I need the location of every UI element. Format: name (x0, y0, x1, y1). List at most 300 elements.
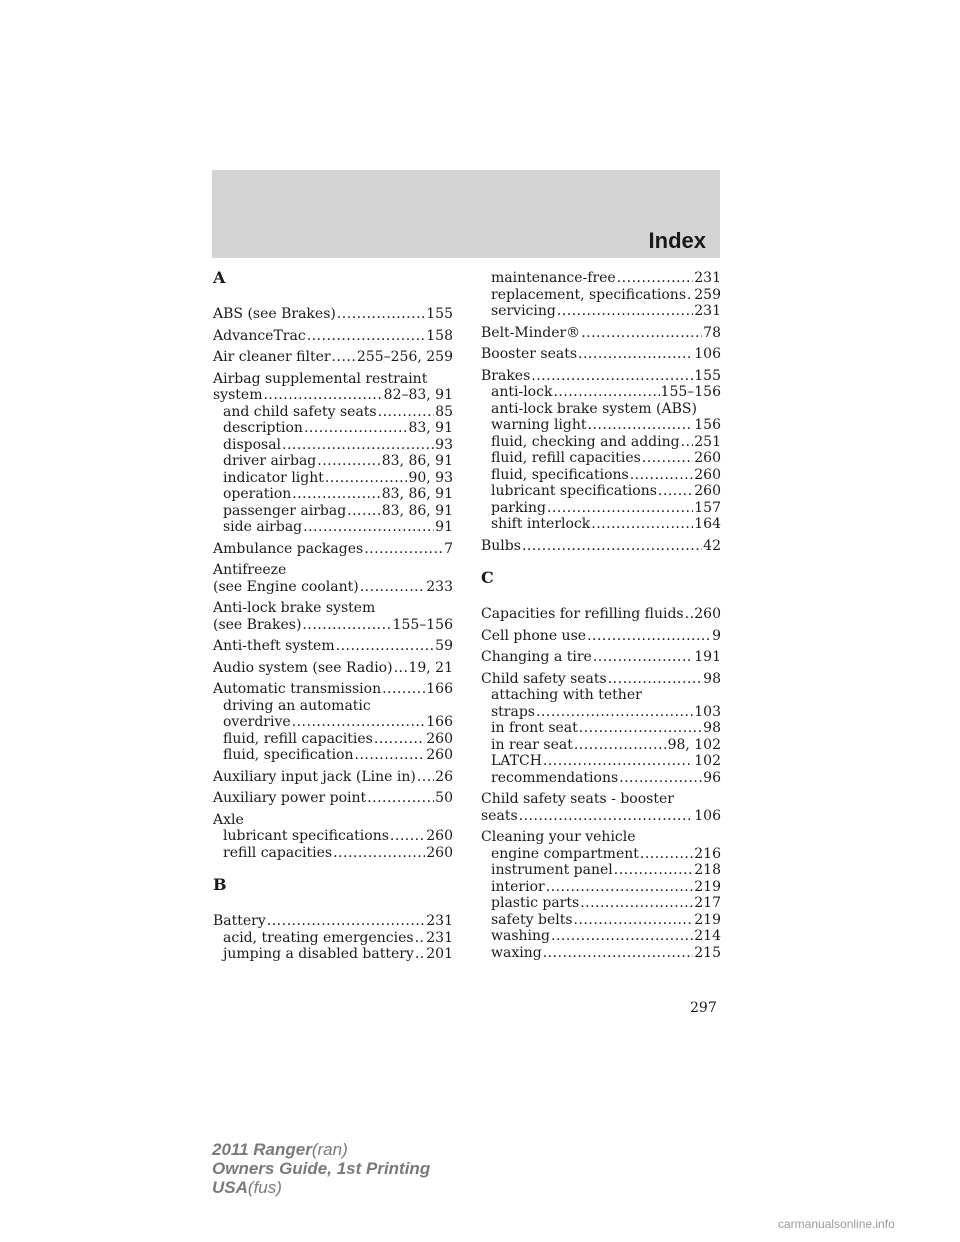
entry-text: Child safety seats (481, 670, 607, 687)
entry-page-ref: 83, 86, 91 (381, 502, 453, 519)
dot-leader (588, 417, 694, 434)
dot-leader (551, 928, 693, 945)
entry-text: shift interlock (491, 516, 591, 532)
dot-leader (302, 617, 391, 634)
entry-page-ref: 217 (694, 895, 721, 911)
index-subentry-line (213, 828, 453, 845)
entry-page-ref: 260 (694, 483, 721, 499)
dot-leader (394, 660, 408, 677)
index-entry (481, 671, 721, 787)
index-subentry-line (481, 434, 721, 451)
dot-leader (578, 346, 693, 363)
entry-text: Child safety seats - booster (481, 791, 674, 807)
entry-text: (see Brakes) (213, 616, 302, 633)
dot-leader (681, 434, 694, 451)
index-subentry-line (481, 270, 721, 287)
index-entry (213, 349, 453, 366)
entry-text: servicing (491, 303, 556, 319)
page-title: Index (648, 228, 706, 253)
entry-page-ref: 96 (703, 769, 721, 786)
footer-line-2 (212, 1159, 430, 1178)
dot-leader (417, 769, 434, 786)
entry-page-ref: 155–156 (660, 384, 721, 400)
index-entry-line (213, 562, 453, 579)
entry-text: fluid, refill capacities (491, 450, 641, 466)
entry-text: disposal (223, 436, 282, 453)
dot-leader (522, 538, 702, 555)
entry-page-ref: 260 (694, 606, 721, 622)
dot-leader (304, 420, 408, 437)
entry-text: Bulbs (481, 537, 521, 554)
index-subentry-line (481, 287, 721, 304)
index-subentry-line (481, 417, 721, 434)
dot-leader (347, 503, 381, 520)
dot-leader (519, 808, 694, 825)
entry-page-ref: 166 (426, 714, 453, 730)
entry-page-ref: 164 (694, 516, 721, 532)
entry-text: replacement, specifications (491, 286, 687, 303)
index-subentry-line (481, 770, 721, 787)
footer-guide: Owners Guide, 1st Printing (212, 1159, 431, 1178)
entry-page-ref: 98 (703, 670, 721, 687)
entry-text: Auxiliary power point (213, 790, 367, 806)
entry-text: lubricant specifications (223, 828, 389, 844)
dot-leader (587, 628, 711, 645)
entry-page-ref: 156 (694, 417, 721, 433)
entry-page-ref: 7 (444, 540, 453, 557)
entry-page-ref: 83, 86, 91 (381, 486, 453, 502)
entry-page-ref: 155 (694, 367, 721, 384)
dot-leader (336, 638, 435, 655)
entry-text: operation (223, 486, 292, 502)
index-subentry-line (213, 453, 453, 470)
index-entry-line (481, 628, 721, 645)
entry-page-ref: 26 (435, 768, 453, 785)
entry-text: lubricant specifications (491, 483, 657, 499)
entry-page-ref: 83, 91 (408, 420, 453, 436)
entry-text: driving an automatic (223, 697, 371, 714)
entry-page-ref: 166 (426, 681, 453, 697)
index-entry-line (213, 769, 453, 786)
footer-line-1 (212, 1140, 430, 1159)
entry-text: in rear seat (491, 736, 573, 753)
index-subentry-line (213, 930, 453, 947)
index-entry-line (481, 829, 721, 846)
index-subentry-line (481, 467, 721, 484)
index-subentry-line (213, 470, 453, 487)
entry-page-ref: 82–83, 91 (383, 387, 453, 403)
entry-text: ABS (see Brakes) (213, 306, 336, 322)
index-subentry-line (213, 420, 453, 437)
index-subentry-line (481, 912, 721, 929)
entry-page-ref: 219 (694, 911, 721, 928)
dot-leader (553, 384, 659, 401)
index-entry-line (213, 660, 453, 677)
index-subentry-line (213, 747, 453, 764)
index-entry (481, 346, 721, 363)
entry-text: in front seat (491, 720, 578, 736)
index-entry (213, 790, 453, 807)
index-subentry-line (213, 486, 453, 503)
index-entry (481, 270, 721, 320)
index-entry-line (213, 371, 453, 388)
entry-text: jumping a disabled battery (223, 946, 414, 962)
entry-page-ref: 218 (694, 862, 721, 878)
entry-page-ref: 106 (694, 346, 721, 362)
entry-page-ref: 158 (426, 327, 453, 344)
index-entry (213, 812, 453, 862)
dot-leader (617, 270, 694, 287)
dot-leader (546, 879, 694, 896)
dot-leader (303, 519, 434, 536)
entry-text: Cleaning your vehicle (481, 829, 636, 845)
index-subentry-line (481, 704, 721, 721)
entry-page-ref: 260 (694, 466, 721, 483)
entry-page-ref: 260 (426, 828, 453, 844)
index-entry-line (213, 617, 453, 634)
dot-leader (687, 287, 693, 304)
index-subentry-line (213, 714, 453, 731)
index-column-left (213, 270, 453, 968)
index-letter-heading: A (213, 268, 226, 287)
dot-leader (642, 450, 693, 467)
dot-leader (574, 737, 667, 754)
dot-leader (531, 368, 693, 385)
dot-leader (292, 714, 426, 731)
entry-text: LATCH (491, 753, 542, 769)
entry-page-ref: 215 (694, 944, 721, 961)
dot-leader (614, 862, 694, 879)
entry-page-ref: 216 (694, 845, 721, 862)
entry-text: Audio system (see Radio) (213, 659, 393, 676)
index-subentry-line (213, 437, 453, 454)
index-subentry-line (481, 945, 721, 962)
entry-text: Changing a tire (481, 649, 592, 665)
entry-text: anti-lock brake system (ABS) (491, 400, 697, 417)
entry-page-ref: 98, 102 (667, 736, 721, 753)
entry-text: waxing (491, 944, 542, 961)
entry-text: Battery (213, 913, 266, 929)
entry-page-ref: 90, 93 (408, 469, 453, 486)
dot-leader (557, 303, 693, 320)
entry-page-ref: 260 (426, 747, 453, 763)
entry-page-ref: 260 (426, 730, 453, 747)
index-subentry-line (481, 753, 721, 770)
dot-leader (547, 500, 693, 517)
index-subentry-line (481, 303, 721, 320)
index-subentry-line (213, 946, 453, 963)
footer (212, 1140, 430, 1197)
entry-page-ref: 231 (694, 270, 721, 286)
dot-leader (415, 930, 426, 947)
entry-page-ref: 102 (694, 753, 721, 769)
index-subentry-line (213, 404, 453, 421)
index-entry (213, 562, 453, 595)
entry-text: Auxiliary input jack (Line in) (213, 768, 416, 785)
footer-market: USA (212, 1178, 248, 1197)
dot-leader (415, 946, 425, 963)
entry-text: plastic parts (491, 895, 580, 911)
index-entry-line (213, 913, 453, 930)
entry-page-ref: 260 (426, 844, 453, 861)
dot-leader (581, 325, 702, 342)
entry-text: warning light (491, 417, 587, 433)
entry-text: fluid, specification (223, 747, 354, 763)
entry-text: Air cleaner filter (213, 349, 331, 365)
index-letter-heading: C (481, 568, 494, 587)
entry-text: Ambulance packages (213, 540, 364, 557)
dot-leader (355, 747, 426, 764)
index-entry-line (213, 681, 453, 698)
entry-page-ref: 219 (694, 878, 721, 895)
index-entry-line (481, 538, 721, 555)
dot-leader (267, 913, 425, 930)
page-number: 297 (690, 1000, 717, 1016)
index-entry (213, 638, 453, 655)
entry-page-ref: 85 (435, 403, 453, 420)
index-entry (213, 660, 453, 677)
index-subentry-line (213, 731, 453, 748)
dot-leader (332, 349, 356, 366)
entry-text: Brakes (481, 367, 531, 384)
index-subentry-line (481, 862, 721, 879)
entry-text: recommendations (491, 769, 619, 786)
index-entry (481, 325, 721, 342)
entry-text: AdvanceTrac (213, 327, 306, 344)
index-entry-line (213, 812, 453, 829)
index-subentry-line (481, 500, 721, 517)
index-entry (213, 913, 453, 963)
index-entry (213, 769, 453, 786)
index-letter-heading: B (213, 875, 227, 894)
dot-leader (580, 895, 693, 912)
dot-leader (382, 681, 425, 698)
index-column-right (481, 270, 721, 966)
entry-page-ref: 155–156 (392, 616, 453, 633)
dot-leader (593, 649, 693, 666)
entry-text: Capacities for refilling fluids (481, 606, 684, 622)
entry-text: passenger airbag (223, 502, 347, 519)
dot-leader (543, 945, 694, 962)
index-subentry-line (481, 401, 721, 418)
entry-text: instrument panel (491, 862, 613, 878)
index-subentry-line (213, 698, 453, 715)
index-entry-line (213, 387, 453, 404)
index-entry (481, 606, 721, 623)
index-subentry-line (481, 928, 721, 945)
index-subentry-line (213, 845, 453, 862)
entry-text: maintenance-free (491, 270, 616, 286)
index-subentry-line (481, 846, 721, 863)
entry-page-ref: 233 (426, 578, 453, 595)
entry-text: system (213, 387, 263, 403)
index-subentry-line (213, 503, 453, 520)
dot-leader (543, 753, 693, 770)
entry-page-ref: 98 (703, 720, 721, 736)
entry-page-ref: 251 (694, 433, 721, 450)
entry-page-ref: 155 (426, 306, 453, 322)
dot-leader (307, 328, 426, 345)
entry-text: Belt-Minder® (481, 324, 581, 341)
footer-line-3 (212, 1178, 430, 1197)
entry-page-ref: 9 (712, 627, 721, 644)
dot-leader (378, 404, 435, 421)
dot-leader (333, 845, 425, 862)
index-entry (213, 306, 453, 323)
entry-text: anti-lock (491, 384, 553, 400)
entry-page-ref: 59 (435, 638, 453, 654)
index-subentry-line (481, 483, 721, 500)
dot-leader (591, 516, 693, 533)
entry-page-ref: 91 (435, 519, 453, 535)
header-band (212, 170, 720, 258)
dot-leader (608, 671, 702, 688)
entry-page-ref: 83, 86, 91 (381, 453, 453, 469)
entry-page-ref: 231 (426, 929, 453, 946)
dot-leader (360, 579, 426, 596)
entry-page-ref: 191 (694, 649, 721, 665)
entry-page-ref: 42 (703, 537, 721, 554)
index-entry-line (481, 649, 721, 666)
entry-text: refill capacities (223, 844, 333, 861)
index-entry (213, 371, 453, 536)
entry-text: Axle (213, 811, 244, 828)
entry-page-ref: 201 (426, 946, 453, 962)
index-entry-line (213, 790, 453, 807)
dot-leader (337, 306, 425, 323)
index-entry-line (213, 328, 453, 345)
entry-text: driver airbag (223, 453, 317, 469)
entry-text: fluid, refill capacities (223, 730, 373, 747)
dot-leader (574, 912, 694, 929)
index-entry-line (213, 638, 453, 655)
index-entry-line (213, 541, 453, 558)
entry-page-ref: 19, 21 (408, 659, 453, 676)
entry-text: side airbag (223, 519, 303, 535)
index-entry (213, 600, 453, 633)
index-subentry-line (213, 519, 453, 536)
dot-leader (619, 770, 702, 787)
index-subentry-line (481, 687, 721, 704)
entry-text: Airbag supplemental restraint (213, 370, 428, 387)
entry-text: indicator light (223, 469, 324, 486)
entry-text: Cell phone use (481, 627, 587, 644)
entry-text: washing (491, 928, 550, 944)
footer-model: 2011 Ranger (212, 1140, 312, 1159)
index-entry (213, 541, 453, 558)
entry-page-ref: 78 (703, 324, 721, 341)
entry-text: overdrive (223, 714, 291, 730)
index-entry-line (481, 368, 721, 385)
dot-leader (317, 453, 380, 470)
entry-text: engine compartment (491, 845, 639, 862)
index-entry-line (481, 346, 721, 363)
index-subentry-line (481, 516, 721, 533)
index-entry-line (213, 349, 453, 366)
entry-page-ref: 231 (694, 303, 721, 319)
dot-leader (263, 387, 382, 404)
index-entry-line (481, 325, 721, 342)
dot-leader (367, 790, 434, 807)
watermark: carmanualsonline.info (778, 1217, 895, 1231)
entry-page-ref: 93 (435, 436, 453, 453)
index-entry (481, 791, 721, 824)
index-entry (481, 538, 721, 555)
dot-leader (374, 731, 425, 748)
footer-model-code: (ran) (311, 1140, 348, 1159)
index-subentry-line (481, 879, 721, 896)
entry-text: straps (491, 703, 535, 720)
entry-text: and child safety seats (223, 403, 377, 420)
entry-page-ref: 157 (694, 499, 721, 516)
index-entry-line (481, 808, 721, 825)
index-entry-line (481, 606, 721, 623)
entry-text: Anti-theft system (213, 638, 335, 654)
entry-text: description (223, 420, 303, 436)
dot-leader (536, 704, 693, 721)
dot-leader (685, 606, 694, 623)
entry-text: fluid, specifications (491, 466, 629, 483)
index-subentry-line (481, 720, 721, 737)
entry-text: safety belts (491, 911, 573, 928)
index-entry (481, 368, 721, 533)
index-entry-line (213, 600, 453, 617)
dot-leader (364, 541, 443, 558)
entry-page-ref: 50 (435, 790, 453, 806)
entry-page-ref: 260 (694, 450, 721, 466)
entry-text: Booster seats (481, 346, 578, 362)
dot-leader (579, 720, 702, 737)
entry-text: Anti-lock brake system (213, 600, 376, 616)
index-entry (213, 328, 453, 345)
dot-leader (658, 483, 693, 500)
entry-text: Antifreeze (213, 562, 287, 578)
entry-text: acid, treating emergencies (223, 929, 414, 946)
index-entry-line (481, 791, 721, 808)
entry-page-ref: 255–256, 259 (356, 349, 453, 365)
index-subentry-line (481, 737, 721, 754)
index-subentry-line (481, 450, 721, 467)
entry-page-ref: 214 (694, 928, 721, 944)
entry-page-ref: 103 (694, 703, 721, 720)
index-entry (481, 628, 721, 645)
dot-leader (630, 467, 694, 484)
index-subentry-line (481, 895, 721, 912)
index-entry (481, 829, 721, 961)
index-subentry-line (481, 384, 721, 401)
entry-page-ref: 106 (694, 807, 721, 824)
index-entry (481, 649, 721, 666)
entry-page-ref: 259 (694, 286, 721, 303)
dot-leader (640, 846, 693, 863)
dot-leader (390, 828, 425, 845)
entry-text: (see Engine coolant) (213, 578, 359, 595)
entry-text: fluid, checking and adding (491, 433, 680, 450)
entry-text: seats (481, 807, 518, 824)
dot-leader (282, 437, 434, 454)
dot-leader (292, 486, 380, 503)
entry-text: attaching with tether (491, 687, 642, 703)
entry-page-ref: 231 (426, 913, 453, 929)
index-entry-line (481, 671, 721, 688)
entry-text: Automatic transmission (213, 681, 382, 697)
index-entry (213, 681, 453, 764)
entry-text: parking (491, 499, 546, 516)
entry-text: interior (491, 878, 545, 895)
dot-leader (325, 470, 408, 487)
index-entry-line (213, 306, 453, 323)
footer-market-code: (fus) (247, 1178, 282, 1197)
